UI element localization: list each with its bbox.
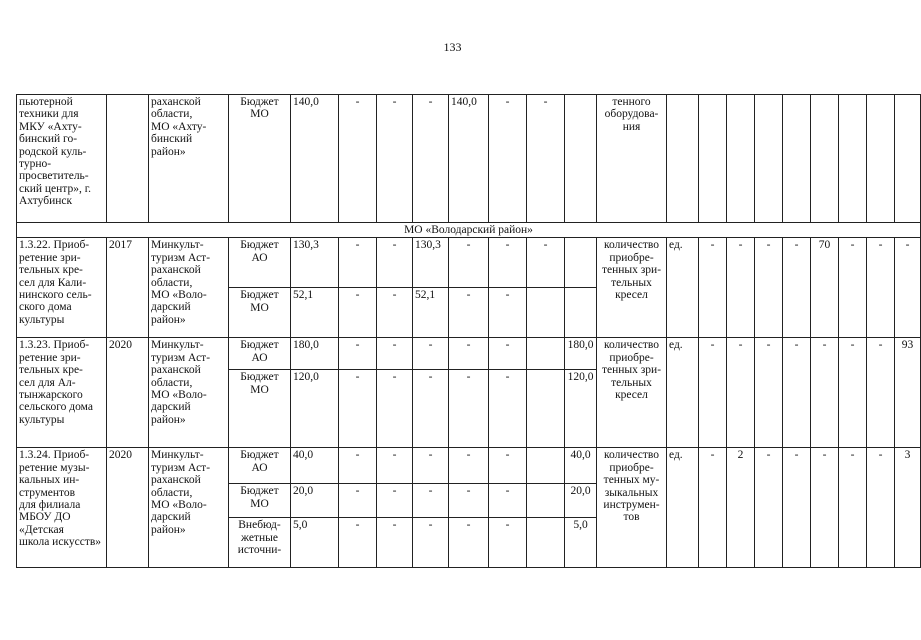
table-row: [17, 238, 921, 288]
funding-year-cell: -: [449, 518, 489, 568]
target-cell: -: [699, 448, 727, 568]
target-cell: -: [783, 238, 811, 338]
target-cell: [867, 95, 895, 223]
activity-year: 2017: [107, 238, 149, 338]
funding-year-cell: [565, 238, 597, 288]
funding-year-cell: -: [339, 484, 377, 518]
target-cell: [839, 95, 867, 223]
funding-source: Бюджет АО: [229, 338, 291, 370]
target-cell: -: [867, 448, 895, 568]
funding-year-cell: -: [413, 338, 449, 370]
indicator-name: тенного оборудова- ния: [597, 95, 667, 223]
funding-year-cell: -: [449, 370, 489, 448]
activity-name: пьютерной техники для МКУ «Ахту- бинский го- родской куль- турно- просветитель- ский центр», г. Ахтубинск: [17, 95, 107, 223]
activity-year: 2020: [107, 448, 149, 568]
activity-name: 1.3.23. Приоб- ретение зри- тельных кре- сел для Ал- тынжарского сельского дома культуры: [17, 338, 107, 448]
target-cell: -: [839, 238, 867, 338]
target-cell: -: [895, 238, 921, 338]
target-cell: -: [867, 338, 895, 448]
funding-year-cell: -: [413, 484, 449, 518]
funding-year-cell: -: [449, 238, 489, 288]
activity-executor: Минкульт- туризм Аст- раханской области, МО «Воло- дарский район»: [149, 238, 229, 338]
funding-year-cell: [527, 518, 565, 568]
target-cell: 93: [895, 338, 921, 448]
indicator-unit: ед.: [667, 338, 699, 448]
funding-year-cell: 140,0: [449, 95, 489, 223]
funding-year-cell: -: [489, 238, 527, 288]
funding-source: Бюджет МО: [229, 288, 291, 338]
funding-year-cell: -: [413, 448, 449, 484]
funding-total: 120,0: [291, 370, 339, 448]
section-row: [17, 223, 921, 238]
target-cell: -: [699, 338, 727, 448]
target-cell: [727, 95, 755, 223]
funding-total: 140,0: [291, 95, 339, 223]
funding-year-cell: -: [377, 238, 413, 288]
target-cell: -: [727, 338, 755, 448]
funding-year-cell: -: [377, 484, 413, 518]
funding-source: Бюджет АО: [229, 238, 291, 288]
funding-year-cell: -: [489, 484, 527, 518]
funding-year-cell: [527, 484, 565, 518]
target-cell: [811, 95, 839, 223]
indicator-unit: [667, 95, 699, 223]
funding-year-cell: -: [449, 338, 489, 370]
funding-source: Бюджет МО: [229, 370, 291, 448]
indicator-name: количество приобре- тенных зри- тельных кресел: [597, 338, 667, 448]
funding-year-cell: -: [489, 448, 527, 484]
funding-total: 180,0: [291, 338, 339, 370]
indicator-unit: ед.: [667, 238, 699, 338]
funding-year-cell: -: [339, 338, 377, 370]
funding-year-cell: -: [377, 370, 413, 448]
table-row: [17, 448, 921, 484]
funding-year-cell: -: [489, 370, 527, 448]
funding-year-cell: -: [449, 484, 489, 518]
funding-year-cell: 130,3: [413, 238, 449, 288]
target-cell: -: [755, 338, 783, 448]
target-cell: -: [727, 238, 755, 338]
target-cell: -: [839, 448, 867, 568]
indicator-name: количество приобре- тенных зри- тельных кресел: [597, 238, 667, 338]
target-cell: -: [783, 338, 811, 448]
target-cell: 2: [727, 448, 755, 568]
funding-year-cell: 180,0: [565, 338, 597, 370]
funding-year-cell: -: [489, 95, 527, 223]
target-cell: -: [811, 338, 839, 448]
funding-year-cell: -: [377, 448, 413, 484]
funding-year-cell: -: [413, 518, 449, 568]
funding-year-cell: -: [377, 288, 413, 338]
activity-year: 2020: [107, 338, 149, 448]
funding-year-cell: [565, 95, 597, 223]
page-number: 133: [443, 40, 462, 54]
activity-executor: Минкульт- туризм Аст- раханской области, МО «Воло- дарский район»: [149, 338, 229, 448]
target-cell: -: [699, 238, 727, 338]
target-cell: [783, 95, 811, 223]
target-cell: -: [783, 448, 811, 568]
funding-year-cell: -: [527, 238, 565, 288]
funding-year-cell: [527, 288, 565, 338]
funding-total: 20,0: [291, 484, 339, 518]
target-cell: [895, 95, 921, 223]
activity-name: 1.3.24. Приоб- ретение музы- кальных ин- струментов для филиала МБОУ ДО «Детская школа искусств»: [17, 448, 107, 568]
funding-year-cell: 40,0: [565, 448, 597, 484]
funding-source: Бюджет МО: [229, 95, 291, 223]
funding-year-cell: -: [339, 370, 377, 448]
target-cell: -: [755, 448, 783, 568]
target-cell: 3: [895, 448, 921, 568]
target-cell: 70: [811, 238, 839, 338]
indicator-name: количество приобре- тенных му- зыкальных инструмен- тов: [597, 448, 667, 568]
target-cell: -: [867, 238, 895, 338]
funding-year-cell: -: [339, 518, 377, 568]
indicator-unit: ед.: [667, 448, 699, 568]
section-title: МО «Володарский район»: [17, 223, 921, 238]
funding-source: Бюджет АО: [229, 448, 291, 484]
funding-total: 130,3: [291, 238, 339, 288]
funding-total: 52,1: [291, 288, 339, 338]
funding-year-cell: 5,0: [565, 518, 597, 568]
funding-year-cell: -: [339, 95, 377, 223]
funding-year-cell: -: [527, 95, 565, 223]
activity-year: [107, 95, 149, 223]
activity-executor: раханской области, МО «Ахту- бинский район»: [149, 95, 229, 223]
funding-year-cell: -: [339, 238, 377, 288]
target-cell: -: [755, 238, 783, 338]
target-cell: [699, 95, 727, 223]
funding-year-cell: 120,0: [565, 370, 597, 448]
funding-year-cell: 20,0: [565, 484, 597, 518]
funding-year-cell: -: [449, 448, 489, 484]
activity-executor: Минкульт- туризм Аст- раханской области, МО «Воло- дарский район»: [149, 448, 229, 568]
funding-year-cell: -: [449, 288, 489, 338]
target-cell: -: [839, 338, 867, 448]
table-row: [17, 95, 921, 223]
funding-year-cell: [527, 448, 565, 484]
funding-source: Бюджет МО: [229, 484, 291, 518]
funding-year-cell: -: [339, 288, 377, 338]
funding-year-cell: [527, 338, 565, 370]
funding-year-cell: -: [377, 338, 413, 370]
funding-source: Внебюд- жетные источни-: [229, 518, 291, 568]
activity-name: 1.3.22. Приоб- ретение зри- тельных кре- сел для Кали- нинского сель- ского дома культуры: [17, 238, 107, 338]
funding-year-cell: 52,1: [413, 288, 449, 338]
funding-total: 40,0: [291, 448, 339, 484]
program-activities-table: [16, 94, 921, 568]
funding-total: 5,0: [291, 518, 339, 568]
table-row: [17, 338, 921, 370]
target-cell: -: [811, 448, 839, 568]
funding-year-cell: -: [489, 518, 527, 568]
funding-year-cell: [565, 288, 597, 338]
funding-year-cell: -: [489, 288, 527, 338]
funding-year-cell: -: [413, 370, 449, 448]
funding-year-cell: -: [489, 338, 527, 370]
funding-year-cell: -: [377, 95, 413, 223]
funding-year-cell: -: [377, 518, 413, 568]
target-cell: [755, 95, 783, 223]
funding-year-cell: [527, 370, 565, 448]
funding-year-cell: -: [339, 448, 377, 484]
funding-year-cell: -: [413, 95, 449, 223]
